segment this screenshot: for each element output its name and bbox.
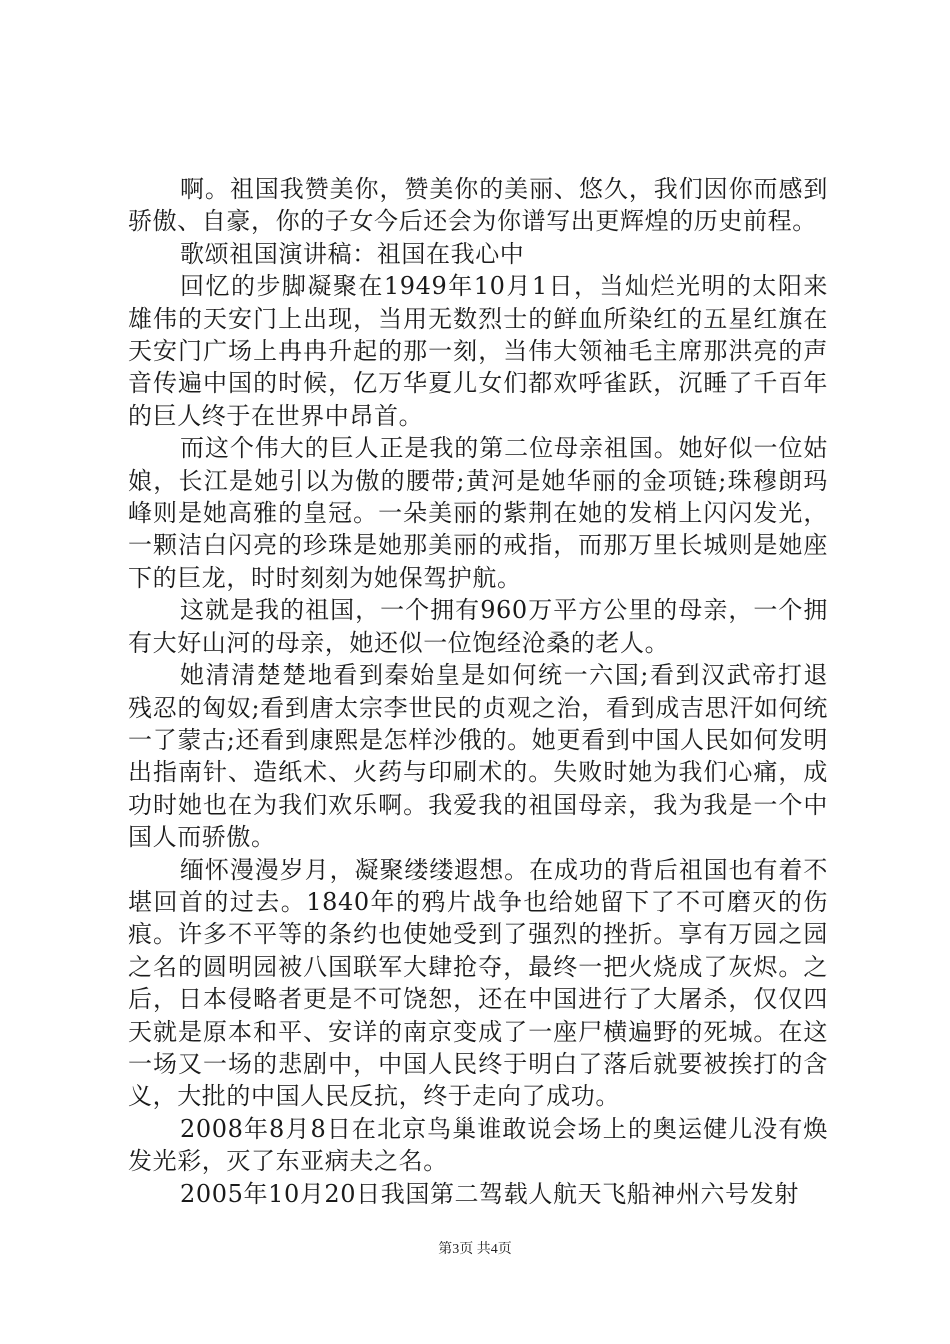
- paragraph-6: 她清清楚楚地看到秦始皇是如何统一六国;看到汉武帝打退残忍的匈奴;看到唐太宗李世民的贞观之治，看到成吉思汗如何统一了蒙古;还看到康熙是怎样沙俄的。她更看到中国人民如何发明出指南针、造纸术、火药与印刷术的。失败时她为我们心痛，成功时她也在为我们欢乐啊。我爱我的祖国母亲，我为我是一个中国人而骄傲。: [128, 661, 828, 852]
- paragraph-8: 2008年8月8日在北京鸟巢谁敢说会场上的奥运健儿没有焕发光彩，灭了东亚病夫之名。: [128, 1114, 828, 1176]
- paragraph-4: 而这个伟大的巨人正是我的第二位母亲祖国。她好似一位姑娘，长江是她引以为傲的腰带;黄河是她华丽的金项链;珠穆朗玛峰则是她高雅的皇冠。一朵美丽的紫荆在她的发梢上闪闪发光，一颗洁白闪亮的珍珠是她那美丽的戒指，而那万里长城则是她座下的巨龙，时时刻刻为她保驾护航。: [128, 434, 828, 592]
- paragraph-9: 2005年10月20日我国第二驾载人航天飞船神州六号发射: [180, 1179, 799, 1208]
- paragraph-1: 啊。祖国我赞美你，赞美你的美丽、悠久，我们因你而感到骄傲、自豪，你的子女今后还会为你谱写出更辉煌的历史前程。: [128, 175, 828, 236]
- document-body: [128, 173, 828, 1210]
- paragraph-5: 这就是我的祖国，一个拥有960万平方公里的母亲，一个拥有大好山河的母亲，她还似一位饱经沧桑的老人。: [128, 596, 828, 657]
- paragraph-heading: 歌颂祖国演讲稿：祖国在我心中: [180, 239, 525, 268]
- page-number-footer: 第3页 共4页: [438, 1242, 512, 1257]
- paragraph-7: 缅怀漫漫岁月，凝聚缕缕遐想。在成功的背后祖国也有着不堪回首的过去。1840年的鸦片战争也给她留下了不可磨灭的伤痕。许多不平等的条约也使她受到了强烈的挫折。享有万园之园之名的圆明园被八国联军大肆抢夺，最终一把火烧成了灰烬。之后，日本侵略者更是不可饶恕，还在中国进行了大屠杀，仅仅四天就是原本和平、安详的南京变成了一座尸横遍野的死城。在这一场又一场的悲剧中，中国人民终于明白了落后就要被挨打的含义，大批的中国人民反抗，终于走向了成功。: [128, 855, 828, 1111]
- paragraph-3: 回忆的步脚凝聚在1949年10月1日，当灿烂光明的太阳来雄伟的天安门上出现，当用无数烈士的鲜血所染红的五星红旗在天安门广场上冉冉升起的那一刻，当伟大领袖毛主席那洪亮的声音传遍中国的时候，亿万华夏儿女们都欢呼雀跃，沉睡了千百年的巨人终于在世界中昂首。: [128, 272, 828, 430]
